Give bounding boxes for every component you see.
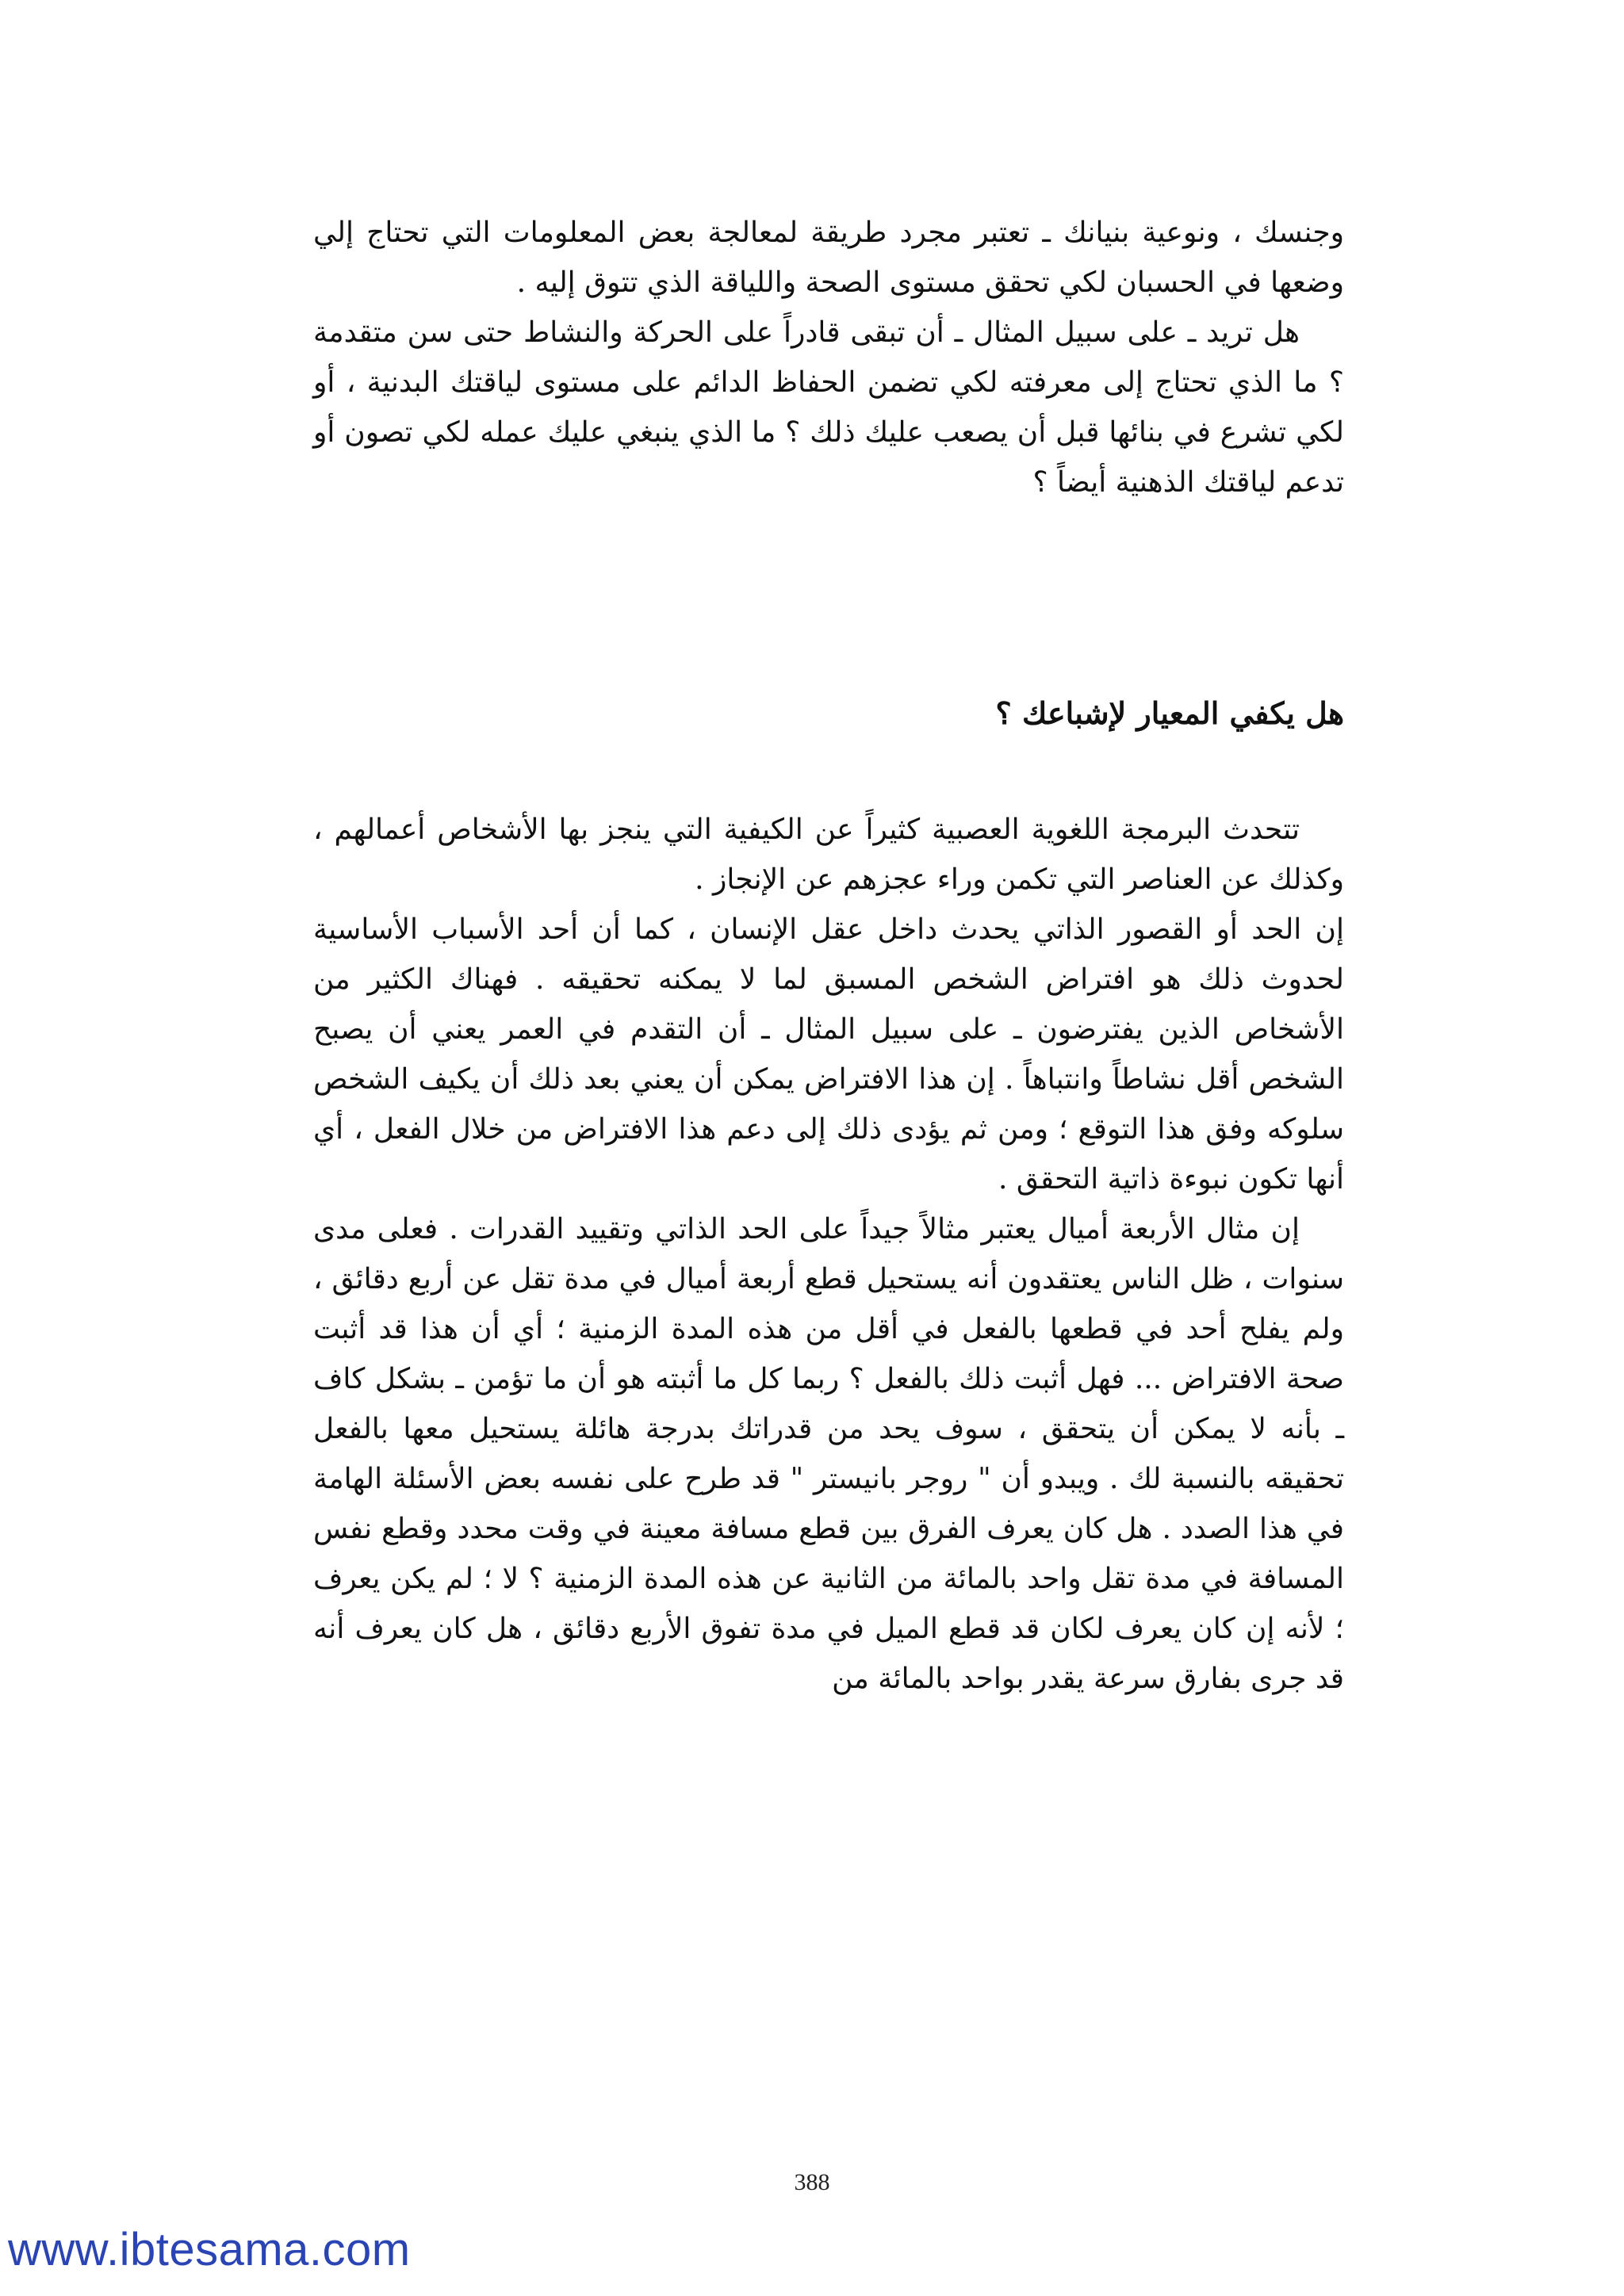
paragraph-body-1: تتحدث البرمجة اللغوية العصبية كثيراً عن الكيفية التي ينجز بها الأشخاص أعمالهم ، وكذلك عن العناصر التي تكمن وراء عجزهم عن الإنجاز . bbox=[313, 813, 1344, 896]
section-heading: هل يكفي المعيار لإشباعك ؟ bbox=[995, 695, 1344, 731]
paragraph-body-3: إن مثال الأربعة أميال يعتبر مثالاً جيداً على الحد الذاتي وتقييد القدرات . فعلى مدى سنوات ، ظل الناس يعتقدون أنه يستحيل قطع أربعة أميال في مدة تقل عن أربع دقائق ، ولم يفلح أحد في قطعها بالفعل في أقل من هذه المدة الزمنية ؛ أي أن هذا قد أثبت صحة الافتراض ... فهل أثبت ذلك بالفعل ؟ ربما كل ما أثبته هو أن ما تؤمن ـ بشكل كاف ـ بأنه لا يمكن أن يتحقق ، سوف يحد من قدراتك بدرجة هائلة يستحيل معها بالفعل تحقيقه بالنسبة لك . ويبدو أن " روجر بانيستر " قد طرح على نفسه بعض الأسئلة الهامة في هذا الصدد . هل كان يعرف الفرق بين قطع مسافة معينة في وقت محدد وقطع نفس المسافة في مدة تقل واحد بالمائة من الثانية عن هذه المدة الزمنية ؟ لا ؛ لم يكن يعرف ؛ لأنه إن كان يعرف لكان قد قطع الميل في مدة تفوق الأربع دقائق ، هل كان يعرف أنه قد جرى بفارق سرعة يقدر بواحد بالمائة من bbox=[313, 1213, 1344, 1695]
body-section bbox=[313, 805, 1344, 1704]
watermark-url: www.ibtesama.com bbox=[8, 2224, 411, 2275]
paragraph-intro-1: وجنسك ، ونوعية بنيانك ـ تعتبر مجرد طريقة لمعالجة بعض المعلومات التي تحتاج إلي وضعها في الحسبان لكي تحقق مستوى الصحة واللياقة الذي تتوق إليه . bbox=[313, 216, 1344, 299]
intro-section bbox=[313, 208, 1344, 507]
page-number: 388 bbox=[794, 2169, 830, 2195]
paragraph-body-2: إن الحد أو القصور الذاتي يحدث داخل عقل الإنسان ، كما أن أحد الأسباب الأساسية لحدوث ذلك هو افتراض الشخص المسبق لما لا يمكنه تحقيقه . فهناك الكثير من الأشخاص الذين يفترضون ـ على سبيل المثال ـ أن التقدم في العمر يعني أن يصبح الشخص أقل نشاطاً وانتباهاً . إن هذا الافتراض يمكن أن يعني بعد ذلك أن يكيف الشخص سلوكه وفق هذا التوقع ؛ ومن ثم يؤدى ذلك إلى دعم هذا الافتراض من خلال الفعل ، أي أنها تكون نبوءة ذاتية التحقق . bbox=[313, 913, 1344, 1196]
paragraph-intro-2: هل تريد ـ على سبيل المثال ـ أن تبقى قادراً على الحركة والنشاط حتى سن متقدمة ؟ ما الذي تحتاج إلى معرفته لكي تضمن الحفاظ الدائم على مستوى لياقتك البدنية ، أو لكي تشرع في بنائها قبل أن يصعب عليك ذلك ؟ ما الذي ينبغي عليك عمله لكي تصون أو تدعم لياقتك الذهنية أيضاً ؟ bbox=[313, 316, 1344, 499]
